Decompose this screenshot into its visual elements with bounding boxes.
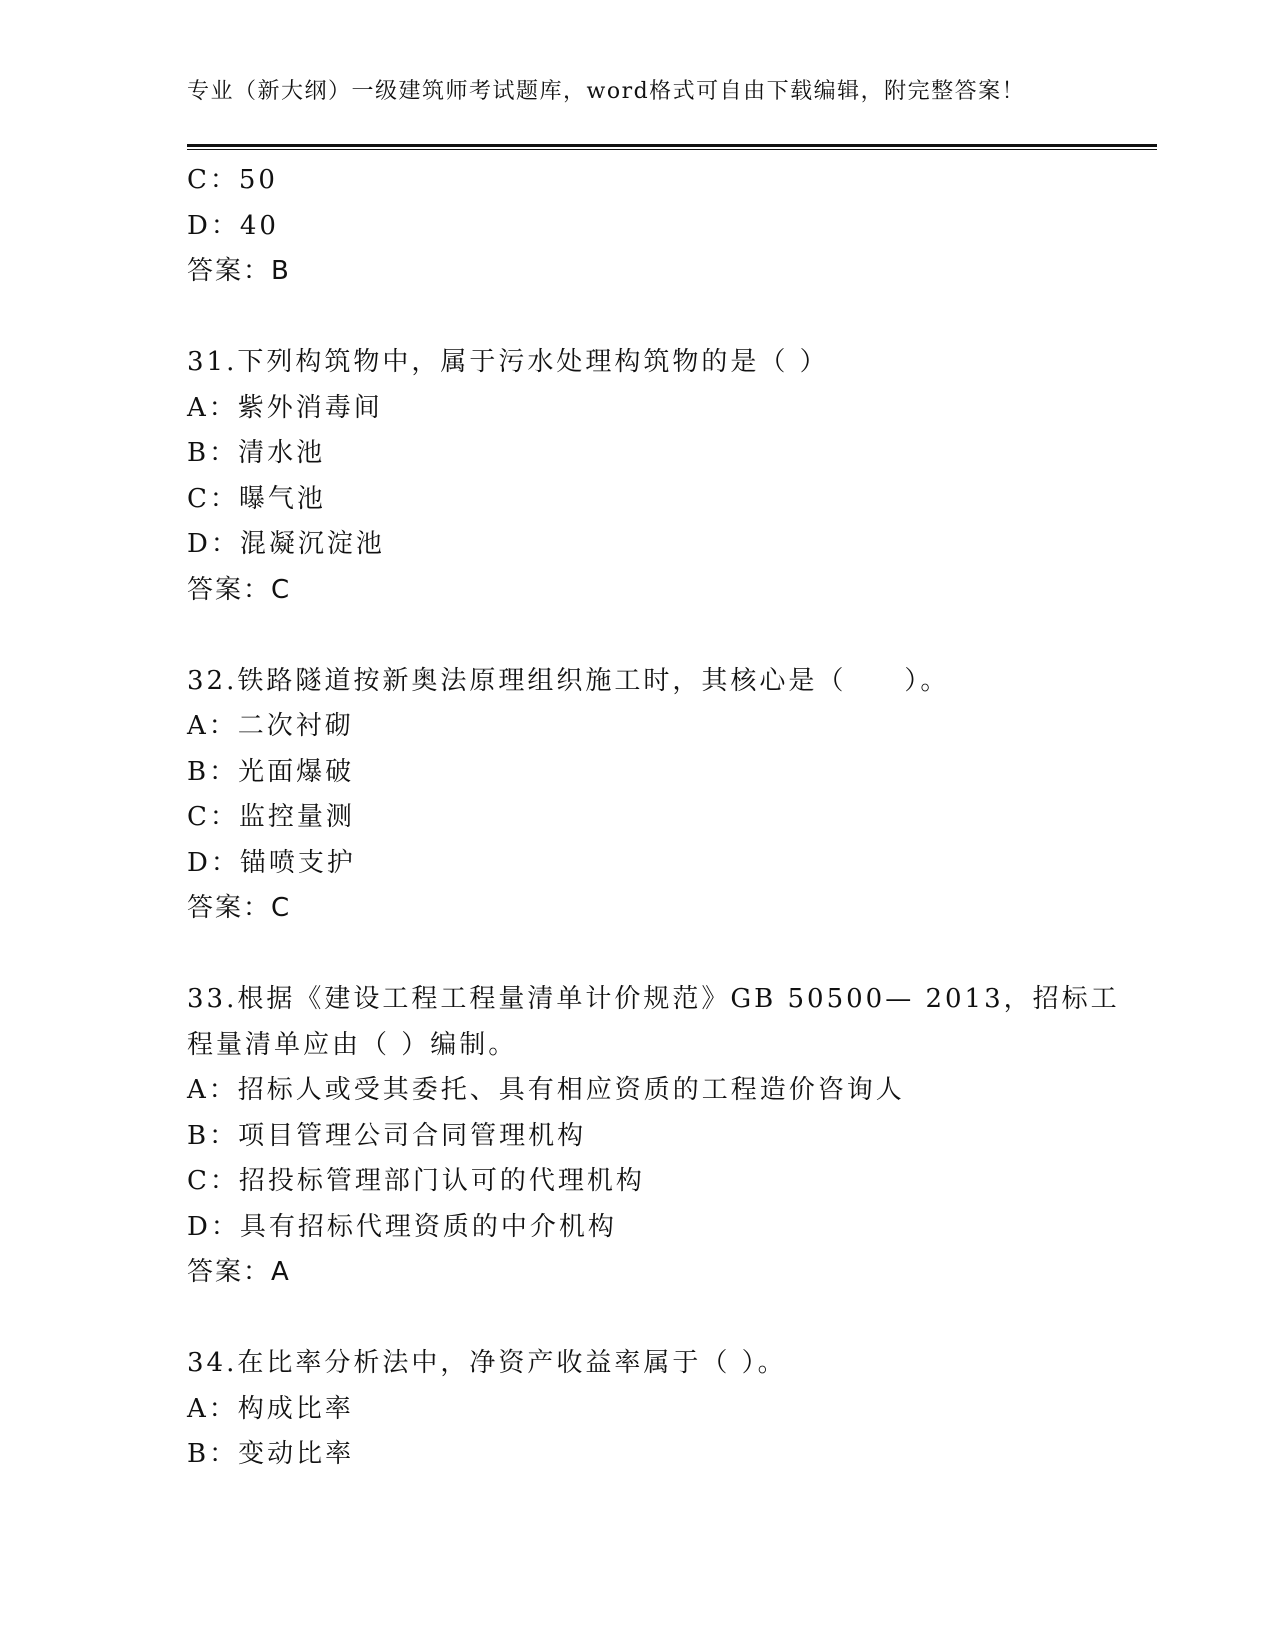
option-d: D：40 — [187, 210, 279, 241]
question-block-34 — [187, 1341, 1087, 1478]
answer-line — [187, 1250, 1087, 1296]
option-a: A：招标人或受其委托、具有相应资质的工程造价咨询人 — [187, 1075, 905, 1105]
option-d: D：锚喷支护 — [187, 847, 356, 878]
option-d: D：混凝沉淀池 — [187, 529, 385, 559]
header-divider — [187, 144, 1157, 150]
answer-value: B — [271, 256, 290, 286]
answer-value: A — [271, 1257, 290, 1287]
option-a: A：二次衬砌 — [187, 711, 354, 741]
answer-label: 答案： — [187, 574, 272, 605]
question-stem: 32.铁路隧道按新奥法原理组织施工时，其核心是（ ）。 — [187, 665, 950, 696]
question-block-30 — [187, 158, 1087, 295]
option-c: C：50 — [187, 165, 278, 195]
question-stem: 31.下列构筑物中，属于污水处理构筑物的是（ ） — [187, 347, 829, 377]
page-header: 专业（新大纲）一级建筑师考试题库，word格式可自由下载编辑，附完整答案！ — [187, 79, 1026, 104]
answer-label: 答案： — [187, 893, 272, 923]
question-stem-line-2: 程量清单应由（ ）编制。 — [187, 1029, 518, 1060]
answer-label: 答案： — [187, 256, 272, 286]
option-b: B：光面爆破 — [187, 756, 355, 787]
option-c: C：曝气池 — [187, 483, 326, 514]
option-c: C：监控量测 — [187, 802, 355, 832]
option-d: D：具有招标代理资质的中介机构 — [187, 1211, 617, 1242]
option-a: A：紫外消毒间 — [187, 392, 383, 423]
question-block-33 — [187, 977, 1120, 1296]
answer-label: 答案： — [187, 1257, 272, 1287]
question-stem: 34.在比率分析法中，净资产收益率属于（ ）。 — [187, 1348, 787, 1378]
option-b: B：变动比率 — [187, 1439, 355, 1469]
option-b: B：清水池 — [187, 438, 326, 468]
option-b: B：项目管理公司合同管理机构 — [187, 1120, 587, 1151]
answer-value: C — [271, 574, 291, 605]
question-list — [187, 158, 1120, 1478]
answer-value: C — [271, 893, 291, 923]
answer-line — [187, 568, 1087, 614]
answer-line — [187, 886, 1087, 932]
option-a: A：构成比率 — [187, 1393, 354, 1424]
option-c: C：招投标管理部门认可的代理机构 — [187, 1166, 645, 1196]
answer-line — [187, 249, 1087, 295]
question-block-32 — [187, 659, 1087, 932]
question-stem-line-1: 33.根据《建设工程工程量清单计价规范》GB 50500— 2013，招标工 — [187, 984, 1120, 1014]
question-block-31 — [187, 340, 1087, 613]
